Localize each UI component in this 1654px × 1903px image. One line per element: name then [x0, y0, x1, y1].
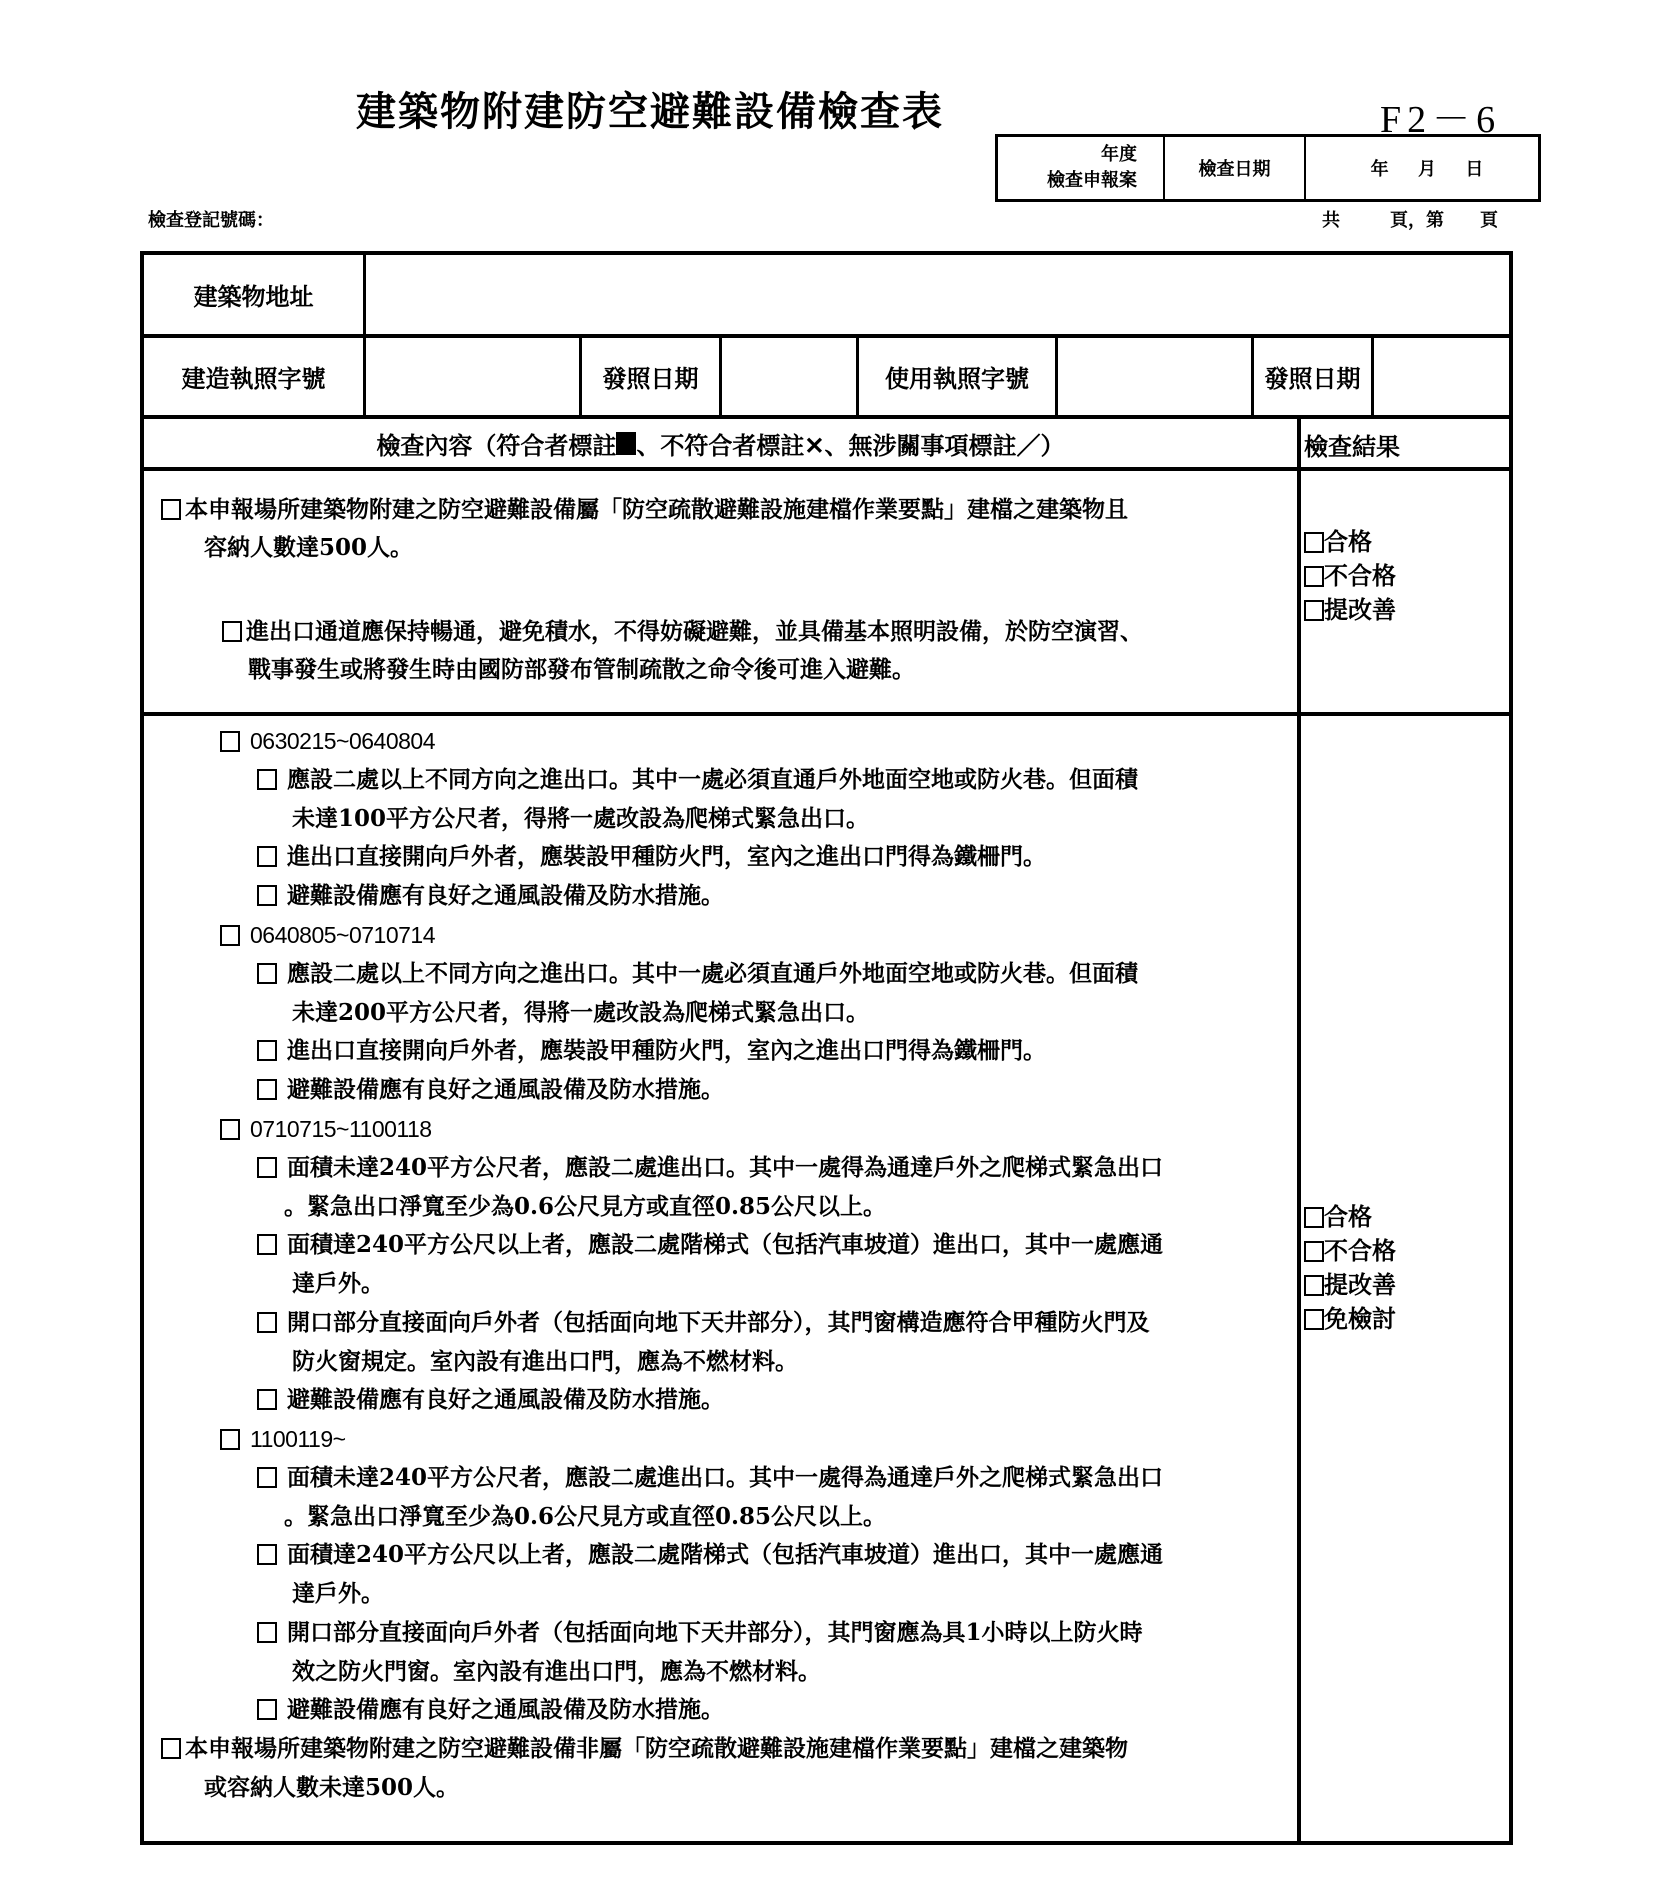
- checkbox[interactable]: [257, 846, 277, 867]
- period-4: 1100119~: [220, 1420, 346, 1459]
- date-day-label: 日: [1465, 159, 1484, 180]
- inspection-date-field[interactable]: [1306, 137, 1538, 199]
- period-2-checkbox[interactable]: [220, 925, 240, 946]
- result-header-cell: [1297, 419, 1509, 467]
- period-3-checkbox[interactable]: [220, 1119, 240, 1140]
- section1-main-checkbox[interactable]: [161, 499, 181, 520]
- period-4-item-3: 開口部分直接面向戶外者（包括面向地下天井部分），其門窗應為具1小時以上防火時: [257, 1614, 1143, 1652]
- year-label: 年度: [1101, 144, 1137, 165]
- page-current-suffix: 頁: [1480, 210, 1498, 231]
- date-month-label: 月: [1417, 159, 1436, 180]
- inspection-date-label: 檢查日期: [1165, 137, 1306, 199]
- checkbox[interactable]: [1304, 566, 1324, 587]
- inspection-header-box: [995, 134, 1541, 202]
- issue-date-label-1: 發照日期: [582, 338, 722, 415]
- registration-number-label: 檢查登記號碼：: [148, 210, 274, 231]
- period-3-item-4: 避難設備應有良好之通風設備及防水措施。: [257, 1381, 724, 1419]
- content-header-middle: 、不符合者標註✕、無涉關事項標註／）: [636, 430, 1065, 460]
- non-applicable-line2: 或容納人數未達500人。: [204, 1774, 460, 1801]
- content-header-prefix: 檢查內容（符合者標註: [376, 430, 617, 460]
- non-applicable-item: 本申報場所建築物附建之防空避難設備非屬「防空疏散避難設施建檔作業要點」建檔之建築物: [161, 1730, 1128, 1768]
- period-4-item-2: 面積達240平方公尺以上者，應設二處階梯式（包括汽車坡道）進出口，其中一處應通: [257, 1536, 1163, 1574]
- checkbox[interactable]: [1304, 532, 1324, 553]
- build-permit-field[interactable]: [366, 338, 582, 415]
- period-1-item-3: 避難設備應有良好之通風設備及防水措施。: [257, 877, 724, 915]
- content-header-row: [144, 419, 1509, 471]
- checkbox[interactable]: [257, 1389, 277, 1410]
- address-field[interactable]: [366, 255, 1509, 334]
- non-applicable-checkbox[interactable]: [161, 1738, 181, 1759]
- section2-row: [144, 716, 1509, 1841]
- period-2: 0640805~0710714: [220, 916, 435, 955]
- checkbox[interactable]: [257, 1157, 277, 1178]
- checkbox[interactable]: [257, 769, 277, 790]
- checkbox[interactable]: [257, 1622, 277, 1643]
- section1-sub-item: [222, 613, 1143, 651]
- period-3-item-3-cont: 防火窗規定。室內設有進出口門，應為不燃材料。: [292, 1348, 798, 1375]
- checkbox[interactable]: [257, 1544, 277, 1565]
- section1-result-fail[interactable]: 不合格: [1304, 559, 1396, 593]
- checkbox[interactable]: [1304, 600, 1324, 621]
- period-1: 0630215~0640804: [220, 722, 435, 761]
- page-count: [1322, 206, 1498, 232]
- section2-result-improve[interactable]: 提改善: [1304, 1268, 1396, 1302]
- date-year-label: 年: [1370, 159, 1389, 180]
- checkbox[interactable]: [257, 1234, 277, 1255]
- period-3-item-2-cont: 達戶外。: [292, 1270, 384, 1297]
- section1-main-line1: 本申報場所建築物附建之防空避難設備屬「防空疏散避難設施建檔作業要點」建檔之建築物且: [185, 496, 1128, 523]
- period-2-item-3: 避難設備應有良好之通風設備及防水措施。: [257, 1071, 724, 1109]
- section1-sub-checkbox[interactable]: [222, 621, 242, 642]
- issue-date-field-1[interactable]: [722, 338, 859, 415]
- period-4-item-1: 面積未達240平方公尺者，應設二處進出口。其中一處得為通達戶外之爬梯式緊急出口: [257, 1459, 1163, 1497]
- filled-square-icon: [616, 432, 636, 455]
- period-3-item-1: 面積未達240平方公尺者，應設二處進出口。其中一處得為通達戶外之爬梯式緊急出口: [257, 1149, 1163, 1187]
- section1-row: [144, 471, 1509, 716]
- section1-result-pass[interactable]: 合格: [1304, 525, 1396, 559]
- checkbox[interactable]: [257, 1312, 277, 1333]
- use-permit-field[interactable]: [1058, 338, 1254, 415]
- case-label: 檢查申報案: [1047, 170, 1137, 191]
- section1-sub-line1: 進出口通道應保持暢通，避免積水，不得妨礙避難，並具備基本照明設備，於防空演習、: [246, 618, 1143, 645]
- section2-result-fail[interactable]: 不合格: [1304, 1234, 1396, 1268]
- result-header: 檢查結果: [1304, 432, 1400, 461]
- permit-row: [144, 338, 1509, 419]
- checkbox[interactable]: [257, 963, 277, 984]
- period-3-item-2: 面積達240平方公尺以上者，應設二處階梯式（包括汽車坡道）進出口，其中一處應通: [257, 1226, 1163, 1264]
- period-4-item-2-cont: 達戶外。: [292, 1580, 384, 1607]
- address-row: [144, 255, 1509, 338]
- address-label: 建築物地址: [144, 255, 366, 334]
- section1-result-improve[interactable]: 提改善: [1304, 593, 1396, 627]
- period-3-item-1-cont: 。緊急出口淨寬至少為0.6公尺見方或直徑0.85公尺以上。: [284, 1193, 887, 1220]
- checkbox[interactable]: [257, 1467, 277, 1488]
- checkbox[interactable]: [257, 885, 277, 906]
- checkbox[interactable]: [1304, 1207, 1324, 1228]
- checkbox[interactable]: [1304, 1309, 1324, 1330]
- checkbox[interactable]: [1304, 1275, 1324, 1296]
- document-title: 建築物附建防空避難設備檢查表: [356, 88, 944, 135]
- section1-result-cell: [1297, 471, 1509, 712]
- period-4-item-3-cont: 效之防火門窗。室內設有進出口門，應為不燃材料。: [292, 1658, 821, 1685]
- section1-sub-line2: 戰事發生或將發生時由國防部發布管制疏散之命令後可進入避難。: [248, 656, 915, 683]
- checkbox[interactable]: [257, 1040, 277, 1061]
- period-1-item-1-cont: 未達100平方公尺者，得將一處改設為爬梯式緊急出口。: [292, 805, 870, 832]
- form-code: F2－6: [1380, 99, 1502, 141]
- period-3: 0710715~1100118: [220, 1110, 432, 1149]
- period-3-item-3: 開口部分直接面向戶外者（包括面向地下天井部分），其門窗構造應符合甲種防火門及: [257, 1304, 1150, 1342]
- build-permit-label: 建造執照字號: [144, 338, 366, 415]
- issue-date-field-2[interactable]: [1374, 338, 1509, 415]
- period-1-item-2: 進出口直接開向戶外者，應裝設甲種防火門，室內之進出口門得為鐵柵門。: [257, 838, 1046, 876]
- section2-result-cell: [1297, 716, 1509, 1841]
- section2-result-list: [1304, 1200, 1396, 1336]
- checkbox[interactable]: [257, 1699, 277, 1720]
- section2-result-pass[interactable]: 合格: [1304, 1200, 1396, 1234]
- period-1-item-1: 應設二處以上不同方向之進出口。其中一處必須直通戶外地面空地或防火巷。但面積: [257, 761, 1138, 799]
- period-4-item-4: 避難設備應有良好之通風設備及防水措施。: [257, 1691, 724, 1729]
- section2-result-exempt[interactable]: 免檢討: [1304, 1302, 1396, 1336]
- inspection-table: [140, 251, 1513, 1845]
- use-permit-label: 使用執照字號: [859, 338, 1058, 415]
- year-case-cell[interactable]: [998, 137, 1165, 199]
- period-4-checkbox[interactable]: [220, 1429, 240, 1450]
- section1-main-item: [161, 491, 1128, 529]
- period-2-item-1: 應設二處以上不同方向之進出口。其中一處必須直通戶外地面空地或防火巷。但面積: [257, 955, 1138, 993]
- checkbox[interactable]: [1304, 1241, 1324, 1262]
- issue-date-label-2: 發照日期: [1254, 338, 1374, 415]
- period-2-item-2: 進出口直接開向戶外者，應裝設甲種防火門，室內之進出口門得為鐵柵門。: [257, 1032, 1046, 1070]
- period-2-item-1-cont: 未達200平方公尺者，得將一處改設為爬梯式緊急出口。: [292, 999, 870, 1026]
- section1-main-line2: 容納人數達500人。: [204, 534, 414, 561]
- section1-result-list: [1304, 525, 1396, 627]
- page-total-prefix: 共: [1322, 210, 1340, 231]
- checkbox[interactable]: [257, 1079, 277, 1100]
- content-header: [144, 419, 1297, 467]
- page-total-suffix: 頁，第: [1390, 210, 1444, 231]
- period-1-checkbox[interactable]: [220, 731, 240, 752]
- period-4-item-1-cont: 。緊急出口淨寬至少為0.6公尺見方或直徑0.85公尺以上。: [284, 1503, 887, 1530]
